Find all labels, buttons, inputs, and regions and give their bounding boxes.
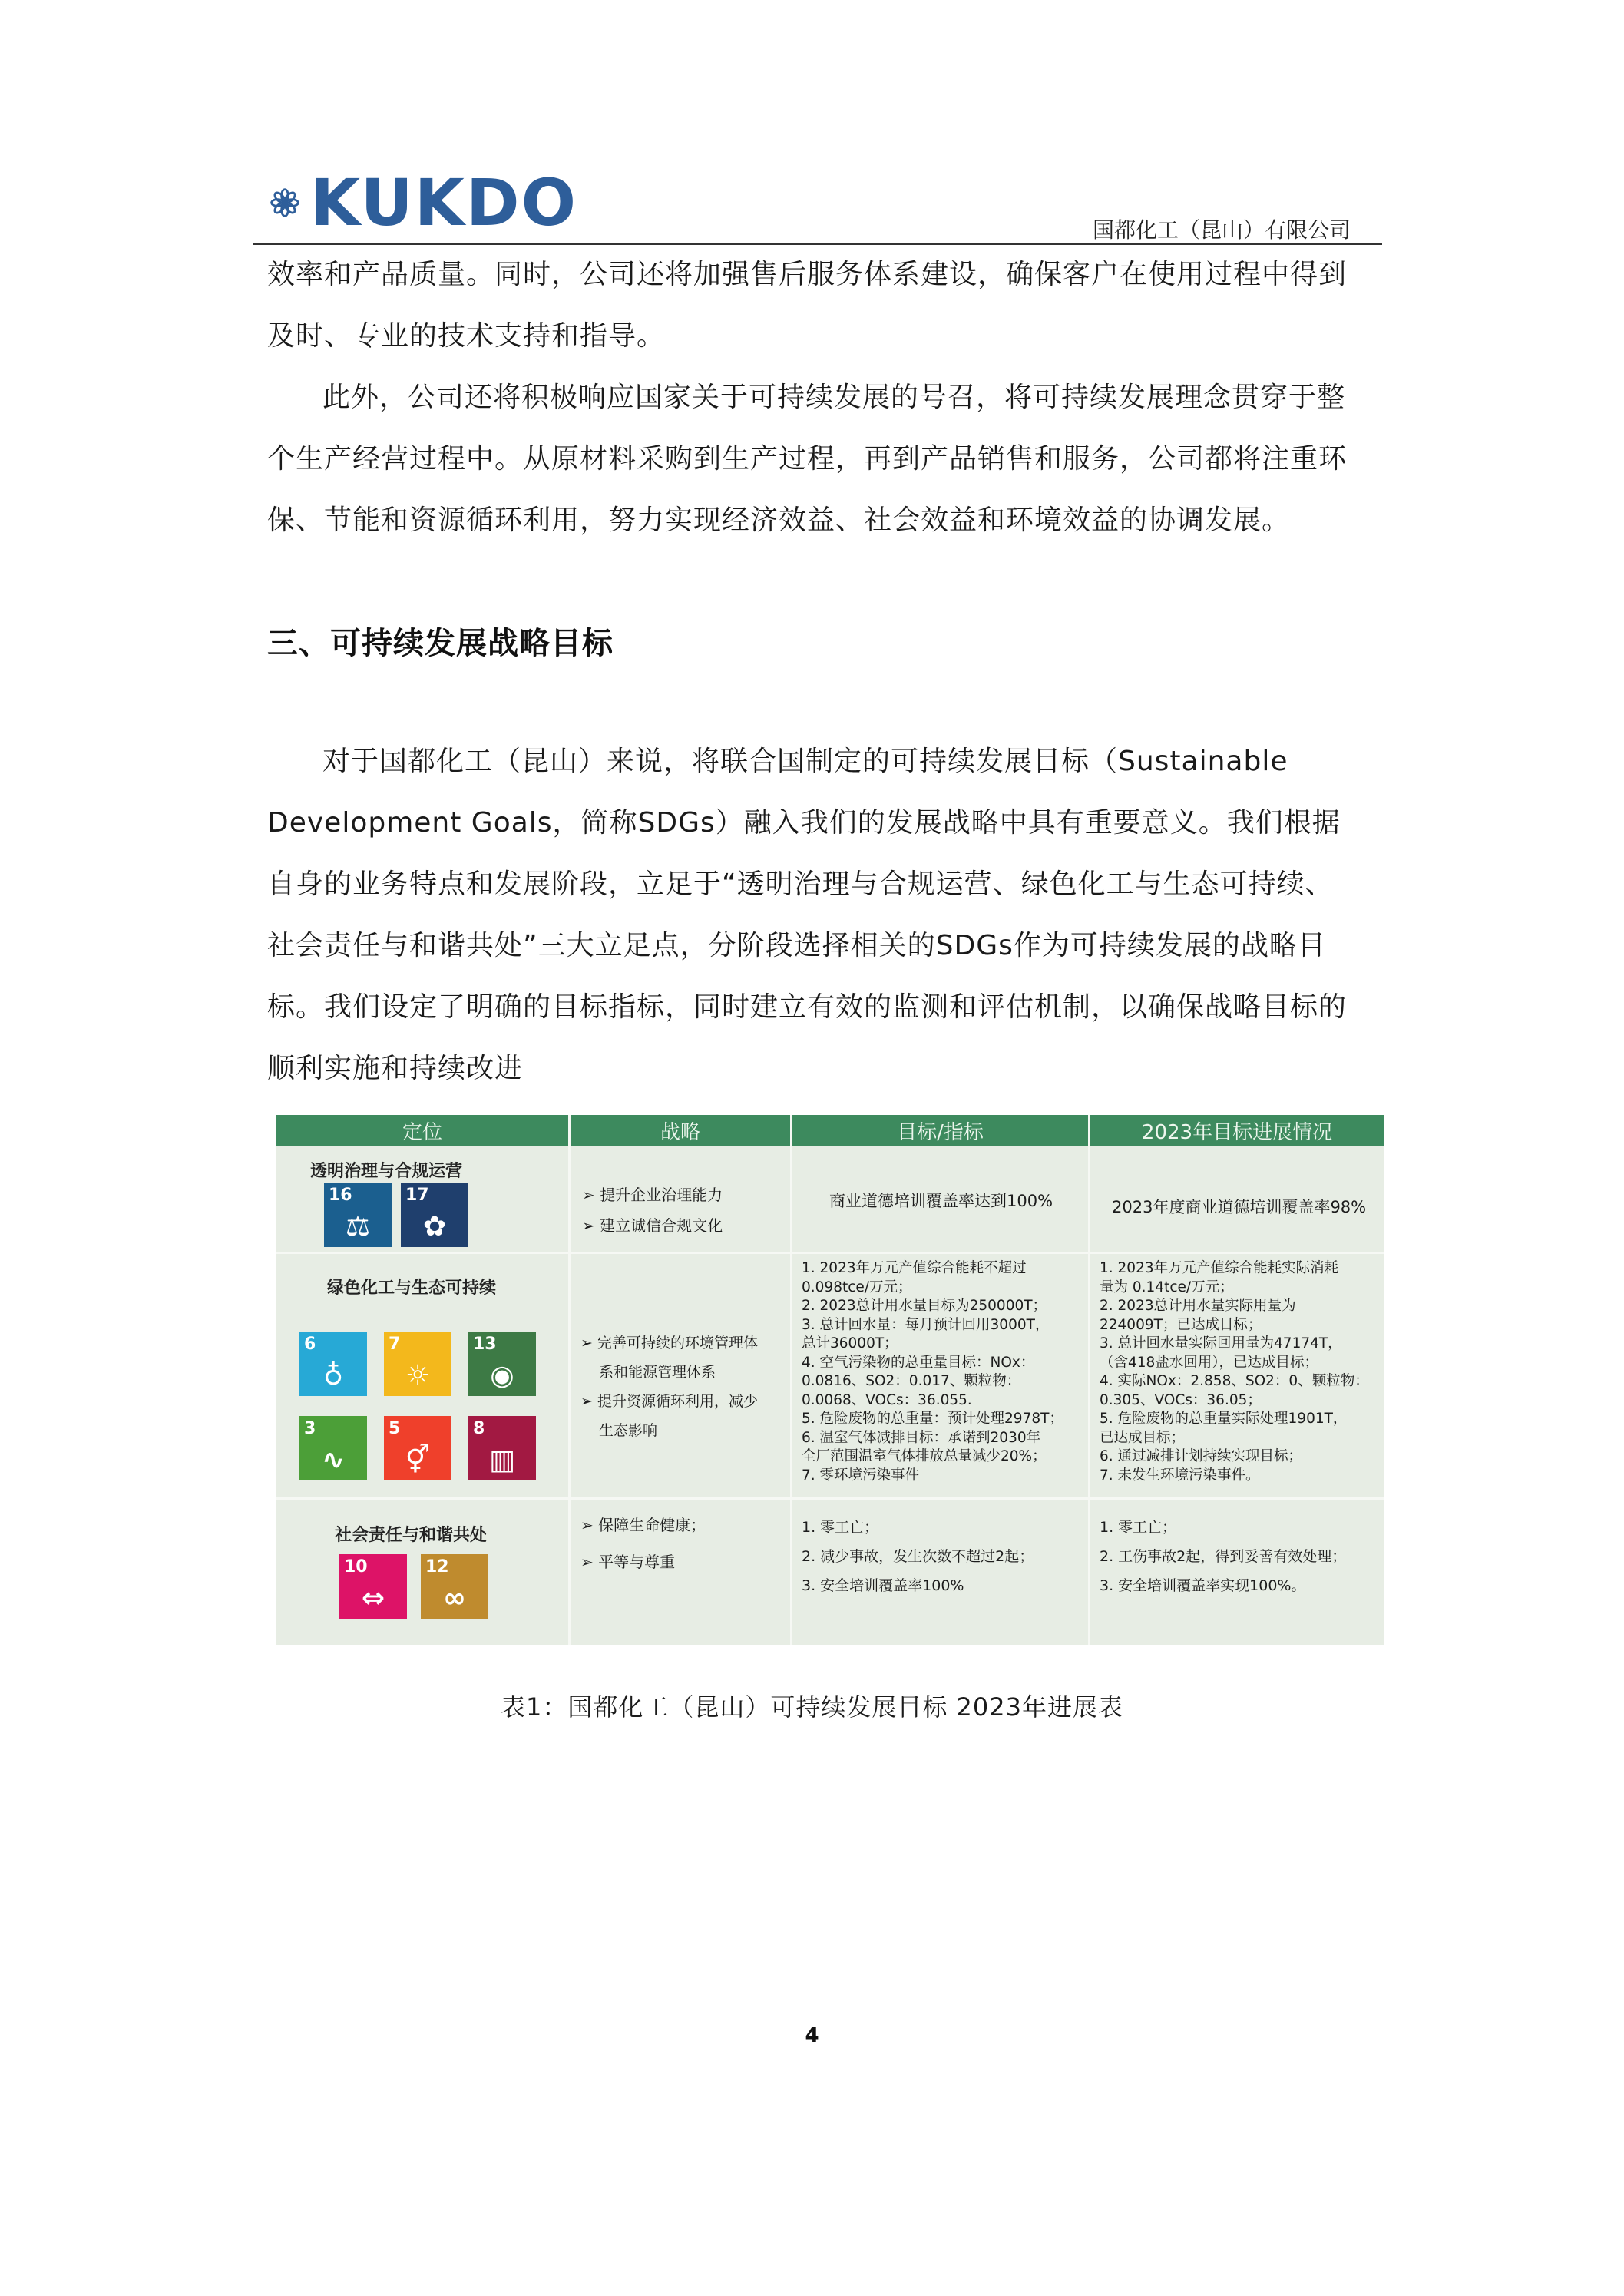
decent-work-icon: ▥: [488, 1444, 515, 1476]
sdg-3-tile: 3 ∿: [299, 1416, 367, 1480]
sdg-7-tile: 7 ☼: [384, 1332, 451, 1396]
partnership-icon: ✿: [422, 1211, 447, 1242]
table-header-target: 目标/指标: [792, 1115, 1088, 1146]
page-number: 4: [805, 2024, 819, 2047]
progress-list: 1. 2023年万元产值综合能耗实际消耗 量为 0.14tce/万元； 2. 2023总计用水量实际用量为 224009T；已达成目标； 3. 总计回水量实际回用量为47174T， （含418盐水回用），已达成目标； 4. 实际NOx：2.858、SO2：0、颗粒物： 0.305、VOCs：36.05； 5. 危险废物的总重量实际处理1901T， 已达成目标； 6. 通过减排计划持续实现目标； 7. 未发生环境污染事件。: [1100, 1260, 1369, 1484]
company-name: 国都化工（昆山）有限公司: [1092, 217, 1351, 243]
section-title: 三、可持续发展战略目标: [267, 626, 614, 661]
sdg-17-tile: 17 ✿: [401, 1183, 468, 1247]
clean-energy-icon: ☼: [405, 1360, 431, 1391]
table-header-position: 定位: [276, 1115, 568, 1146]
kukdo-flower-icon: [270, 166, 299, 240]
section-body: 对于国都化工（昆山）来说，将联合国制定的可持续发展目标（Sustainable Development Goals，简称SDGs）融入我们的发展战略中具有重要意义。我们根据自身的业务特点和发展阶段，立足于“透明治理与合规运营、绿色化工与生态可持续、社会责任与和谐共处”三大立足点，分阶段选择相关的SDGs作为可持续发展的战略目标。我们设定了明确的目标指标，同时建立有效的监测和评估机制，以确保战略目标的顺利实施和持续改进: [267, 746, 1348, 1084]
column-divider: [1088, 1115, 1090, 1645]
climate-action-icon: ◉: [490, 1360, 514, 1391]
company-logo: [270, 167, 577, 238]
reduced-inequalities-icon: ⇔: [361, 1583, 385, 1614]
good-health-icon: ∿: [321, 1444, 346, 1476]
sdg-10-tile: 10 ⇔: [339, 1554, 407, 1619]
table-header-progress: 2023年目标进展情况: [1090, 1115, 1384, 1146]
progress-list: 1. 零工亡； 2. 工伤事故2起，得到妥善有效处理； 3. 安全培训覆盖率实现100%。: [1100, 1519, 1347, 1594]
column-divider: [568, 1115, 571, 1645]
strategy-list: ➢ 保障生命健康； ➢ 平等与尊重: [580, 1516, 706, 1571]
table-row-position: 透明治理与合规运营: [310, 1162, 463, 1181]
intro-paragraph-1: 效率和产品质量。同时，公司还将加强售后服务体系建设，确保客户在使用过程中得到及时、专业的技术支持和指导。: [267, 259, 1348, 352]
target-list: 1. 零工亡； 2. 减少事故，发生次数不超过2起； 3. 安全培训覆盖率100%: [802, 1519, 1034, 1594]
responsible-consumption-icon: ∞: [443, 1583, 466, 1614]
peace-justice-icon: ⚖: [345, 1211, 371, 1242]
progress-text: 2023年度商业道德培训覆盖率98%: [1112, 1198, 1367, 1216]
table-row-position: 绿色化工与生态可持续: [327, 1279, 497, 1298]
sdg-12-tile: 12 ∞: [421, 1554, 488, 1619]
sdg-progress-table: [276, 1115, 1384, 1645]
sdg-5-tile: 5 ⚥: [384, 1416, 451, 1480]
row-divider: [276, 1252, 1384, 1254]
intro-paragraph-2: 此外，公司还将积极响应国家关于可持续发展的号召，将可持续发展理念贯穿于整个生产经营过程中。从原材料采购到生产过程，再到产品销售和服务，公司都将注重环保、节能和资源循环利用，努力实现经济效益、社会效益和环境效益的协调发展。: [267, 382, 1348, 536]
clean-water-icon: ♁: [322, 1360, 344, 1391]
sdg-6-tile: 6 ♁: [299, 1332, 367, 1396]
row-divider: [276, 1497, 1384, 1500]
table-header-strategy: 战略: [571, 1115, 790, 1146]
column-divider: [790, 1115, 792, 1645]
strategy-list: ➢ 提升企业治理能力 ➢ 建立诚信合规文化: [582, 1186, 723, 1235]
table-caption: 表1：国都化工（昆山）可持续发展目标 2023年进展表: [501, 1692, 1123, 1722]
strategy-list: ➢ 完善可持续的环境管理体 系和能源管理体系 ➢ 提升资源循环利用，减少 生态影响: [580, 1335, 758, 1439]
sdg-13-tile: 13 ◉: [468, 1332, 536, 1396]
sdg-16-tile: 16 ⚖: [324, 1183, 392, 1247]
table-row-position: 社会责任与和谐共处: [335, 1526, 488, 1545]
target-text: 商业道德培训覆盖率达到100%: [829, 1192, 1053, 1210]
target-list: 1. 2023年万元产值综合能耗不超过 0.098tce/万元； 2. 2023总计用水量目标为250000T； 3. 总计回水量：每月预计回用3000T， 总计36000T； 4. 空气污染物的总重量目标：NOx： 0.0816、SO2：0.017、颗粒物： 0.0068、VOCs：36.055. 5. 危险废物的总重量：预计处理2978T； 6. 温室气体减排目标：承诺到2030年 全厂范围温室气体排放总量减少20%； 7. 零环境污染事件: [802, 1260, 1063, 1484]
gender-equality-icon: ⚥: [405, 1444, 431, 1476]
logo-text: KUKDO: [309, 165, 577, 240]
sdg-8-tile: 8 ▥: [468, 1416, 536, 1480]
